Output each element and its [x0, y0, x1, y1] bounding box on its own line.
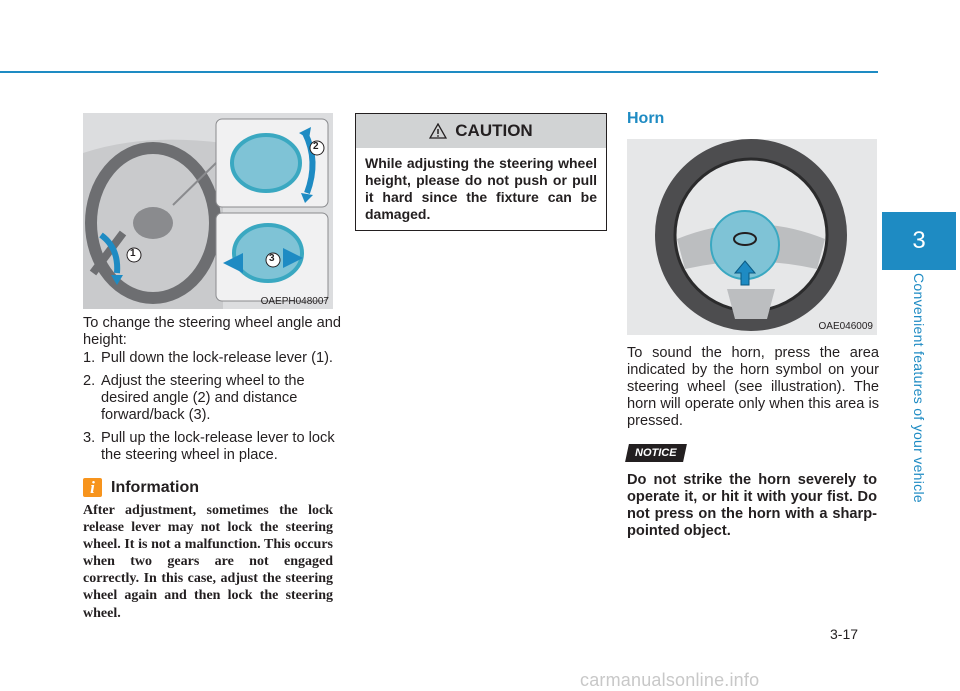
figure-code: OAEPH048007 — [260, 296, 329, 307]
warning-triangle-icon — [429, 123, 447, 139]
horn-figure — [627, 139, 877, 335]
intro-text: To change the steering wheel angle and height: — [83, 315, 342, 348]
information-body: After adjustment, sometimes the lock release lever may not lock the steering wheel. It is not a malfunction. This occurs when two gears are not engaged correctly. In this case, adjust the steering wheel again and then lock the steering wheel. — [83, 503, 333, 621]
horn-body-text: To sound the horn, press the area indicated by the horn symbol on your steering wheel (see illustration). The horn will operate only when this area is pressed. — [627, 345, 879, 429]
caution-box — [355, 113, 607, 231]
chapter-number: 3 — [912, 227, 926, 254]
notice-badge — [625, 444, 686, 462]
header-rule — [0, 71, 878, 73]
horn-figure-code: OAE046009 — [818, 321, 873, 332]
step-number: 2. — [83, 373, 96, 389]
chapter-title: Convenient features of your vehicle — [911, 273, 927, 503]
chapter-tab — [882, 212, 956, 270]
list-item — [83, 430, 351, 464]
figure-label-1: 1 — [130, 248, 136, 259]
steps-list — [83, 350, 351, 470]
figure-label-2: 2 — [313, 141, 319, 152]
step-number: 3. — [83, 430, 96, 446]
step-text: Pull down the lock-release lever (1). — [101, 350, 333, 366]
step-number: 1. — [83, 350, 96, 366]
step-text: Adjust the steering wheel to the desired angle (2) and distance forward/back (3). — [101, 373, 305, 423]
list-item — [83, 373, 351, 424]
steering-adjust-figure — [83, 113, 333, 309]
info-icon: i — [83, 478, 102, 497]
information-title: Information — [111, 478, 199, 496]
list-item — [83, 350, 351, 367]
caution-header — [356, 114, 606, 148]
horn-illustration — [627, 139, 877, 335]
information-heading — [83, 478, 199, 497]
steering-intro — [83, 315, 351, 349]
horn-description — [627, 345, 879, 430]
notice-label: NOTICE — [635, 447, 677, 459]
horn-heading: Horn — [627, 110, 665, 127]
page-number: 3-17 — [830, 626, 859, 642]
notice-text: Do not strike the horn severely to operate it, or hit it with your fist. Do not press on the horn with a sharp-pointed object. — [627, 472, 877, 539]
caution-title: CAUTION — [455, 121, 533, 140]
figure-label-3: 3 — [269, 253, 275, 264]
steering-adjust-illustration — [83, 113, 333, 309]
caution-text: While adjusting the steering wheel height, please do not push or pull it hard since the fixture can be damaged. — [365, 155, 597, 222]
site-watermark: carmanualsonline.info — [580, 670, 760, 690]
step-text: Pull up the lock-release lever to lock the steering wheel in place. — [101, 430, 335, 463]
